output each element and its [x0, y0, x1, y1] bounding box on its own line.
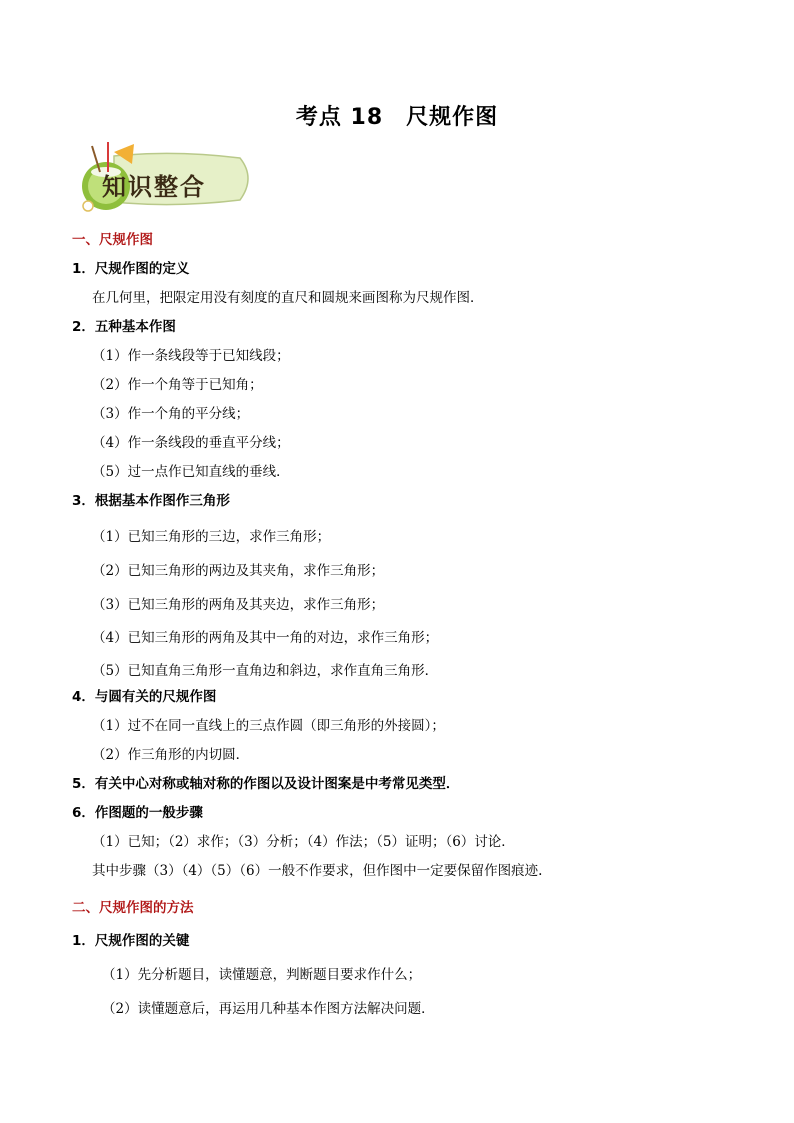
- list-item: （4）作一条线段的垂直平分线；: [92, 435, 290, 451]
- sub-heading-1-5: 5．有关中心对称或轴对称的作图以及设计图案是中考常见类型．: [72, 776, 460, 792]
- list-item: 其中步骤（3）（4）（5）（6）一般不作要求，但作图中一定要保留作图痕迹.: [92, 863, 543, 879]
- list-item: （2）作一个角等于已知角；: [92, 377, 263, 393]
- list-item: （2）读懂题意后，再运用几种基本作图方法解决问题．: [102, 1001, 435, 1017]
- sub-heading-1-4: 4．与圆有关的尺规作图: [72, 689, 217, 705]
- list-item: （1）已知三角形的三边，求作三角形；: [92, 529, 331, 545]
- list-item: （5）已知直角三角形一直角边和斜边，求作直角三角形．: [92, 663, 439, 679]
- section-2-heading: 二、尺规作图的方法: [72, 900, 194, 916]
- definition-text: 在几何里，把限定用没有刻度的直尺和圆规来画图称为尺规作图．: [92, 290, 484, 306]
- list-item: （5）过一点作已知直线的垂线．: [92, 464, 290, 480]
- list-item: （1）作一条线段等于已知线段；: [92, 348, 290, 364]
- page-title: 考点 18 尺规作图: [295, 105, 499, 130]
- list-item: （2）已知三角形的两边及其夹角，求作三角形；: [92, 563, 385, 579]
- sub-heading-2-1: 1．尺规作图的关键: [72, 933, 190, 949]
- list-item: （3）已知三角形的两角及其夹边，求作三角形；: [92, 597, 385, 613]
- sub-heading-1-6: 6．作图题的一般步骤: [72, 805, 203, 821]
- list-item: （2）作三角形的内切圆．: [92, 747, 250, 763]
- list-item: （1）过不在同一直线上的三点作圆（即三角形的外接圆）；: [92, 718, 445, 734]
- list-item: （1）已知；（2）求作；（3）分析；（4）作法；（5）证明；（6）讨论．: [92, 834, 515, 850]
- list-item: （4）已知三角形的两角及其中一角的对边，求作三角形；: [92, 630, 439, 646]
- list-item: （3）作一个角的平分线；: [92, 406, 250, 422]
- flower-icon: [83, 201, 93, 211]
- list-item: （1）先分析题目，读懂题意，判断题目要求作什么；: [102, 967, 422, 983]
- sub-heading-1-1: 1．尺规作图的定义: [72, 261, 190, 277]
- badge-label: 知识整合: [102, 173, 206, 201]
- section-1-heading: 一、尺规作图: [72, 232, 153, 248]
- sub-heading-1-2: 2．五种基本作图: [72, 319, 176, 335]
- sub-heading-1-3: 3．根据基本作图作三角形: [72, 493, 230, 509]
